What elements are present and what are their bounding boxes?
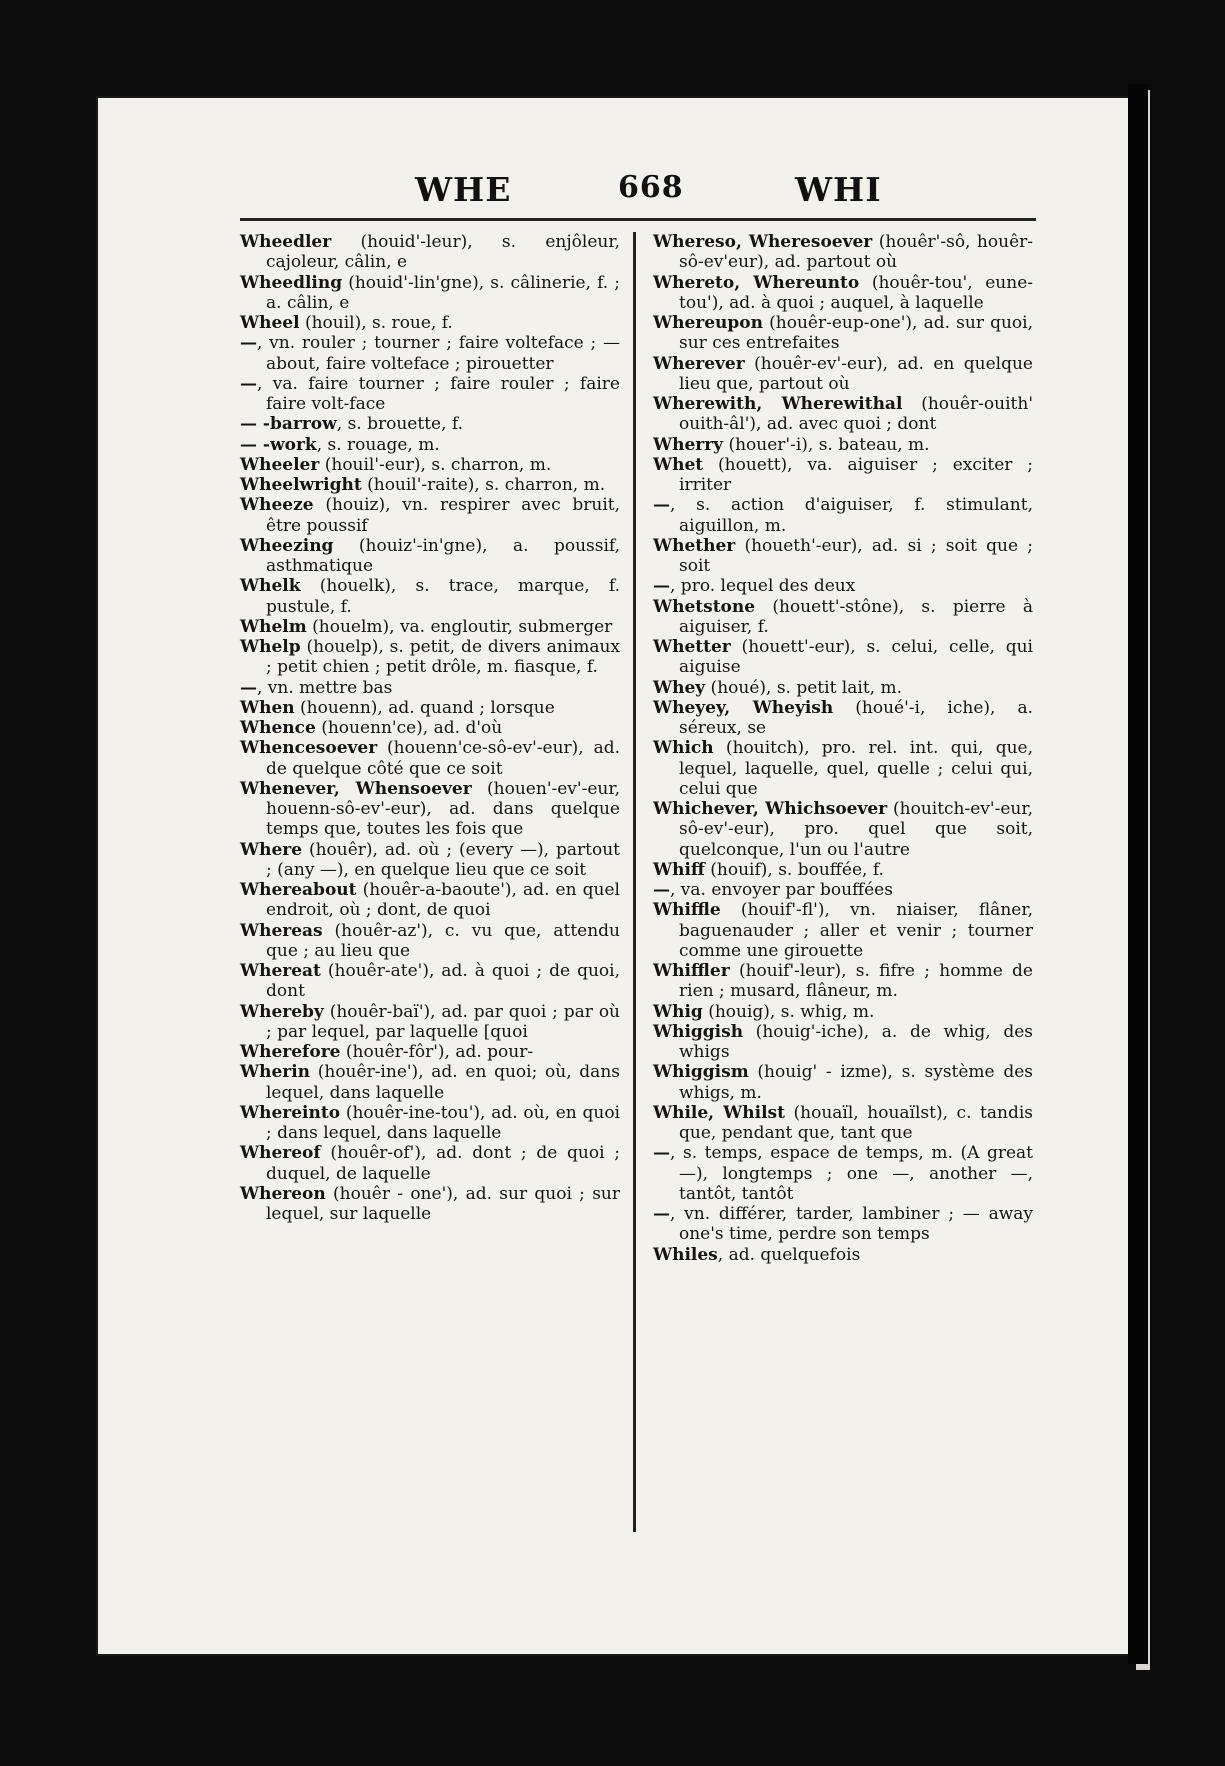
header-guide-word-left: WHE [415,170,512,209]
entry-headword: Whelm [240,616,307,637]
entry-headword: — [653,1143,670,1164]
entry-definition: (houil), s. roue, f. [299,313,453,333]
dictionary-entry [653,799,1033,860]
dictionary-entry [240,273,620,314]
entry-definition: (houêr-fôr'), ad. pour- [340,1042,534,1062]
entry-headword: Whenever, Whensoever [240,778,472,799]
entry-headword: Whereof [240,1143,321,1164]
entry-definition: , s. temps, espace de temps, m. (A great —), longtemps ; one —, another —, tantôt, tantôt [670,1143,1033,1204]
entry-definition: (houêr-of'), ad. dont ; de quoi ; duquel, de laquelle [266,1143,620,1184]
dictionary-entry [240,617,620,637]
entry-headword: Whiffler [653,961,730,981]
entry-headword: Wheeler [240,454,320,475]
column-rule [633,232,636,1532]
entry-definition: (houiz'-in'gne), a. poussif, asthmatique [266,535,620,576]
dictionary-entry [240,1062,620,1103]
entry-headword: Whelk [240,576,301,597]
entry-definition: (houaïl, houaïlst), c. tandis que, pendant que, tant que [679,1102,1033,1143]
entry-headword: Whereon [240,1183,326,1204]
entry-definition: (houitch-ev'-eur, sô-ev'-eur), pro. quel que soit, quelconque, l'un ou l'autre [679,799,1033,860]
dictionary-entry [240,880,620,921]
dictionary-entry [653,394,1033,435]
entry-definition: (houêr'-sô, houêr-sô-ev'eur), ad. partout où [679,232,1033,273]
entry-headword: Wheezing [240,535,334,556]
entry-headword: Wheel [240,313,300,333]
entry-headword: Whet [653,454,704,475]
entry-headword: Wherry [653,434,724,455]
entry-definition: (houêr-ev'-eur), ad. en quelque lieu que, partout où [679,353,1033,394]
entry-headword: Whereso, Wheresoever [653,232,873,252]
entry-headword: Whetstone [653,596,756,617]
dictionary-entry [240,1042,620,1062]
right-column [653,232,1033,1265]
entry-definition: (houitch), pro. rel. int. qui, que, lequel, laquelle, quel, quelle ; celui qui, celui que [679,738,1033,799]
entry-definition: (houêr-az'), c. vu que, attendu que ; au lieu que [266,920,620,961]
entry-definition: (houêr-ate'), ad. à quoi ; de quoi, dont [266,961,620,1002]
dictionary-entry [240,779,620,840]
dictionary-entry [653,354,1033,395]
entry-headword: Whereinto [240,1102,341,1123]
dictionary-entry [653,1204,1033,1245]
entry-headword: Wheeze [240,495,314,516]
dictionary-entry [653,860,1033,880]
entry-definition: (houif), s. bouffée, f. [704,859,884,880]
dictionary-entry [653,900,1033,961]
entry-definition: , vn. mettre bas [257,677,393,698]
dictionary-entry [240,678,620,698]
dictionary-entry [653,1245,1033,1265]
entry-definition: (houêr), ad. où ; (every —), partout ; (any —), en quelque lieu que ce soit [266,839,620,880]
dictionary-entry [240,232,620,273]
entry-definition: (houé'-i, iche), a. séreux, se [679,697,1033,738]
entry-headword: Whether [653,535,736,556]
entry-definition: (houid'-lin'gne), s. câlinerie, f. ; a. câlin, e [266,272,620,313]
dictionary-entry [653,1002,1033,1022]
dictionary-entry [653,880,1033,900]
dictionary-entry [653,637,1033,678]
entry-headword: Whereby [240,1001,324,1022]
entry-headword: Whetter [653,637,731,657]
dictionary-entry [240,333,620,374]
entry-headword: Whiles [653,1244,718,1265]
dictionary-entry [653,435,1033,455]
dictionary-entry [240,455,620,475]
entry-definition: , va. faire tourner ; faire rouler ; faire faire volt-face [257,373,620,414]
entry-definition: (houenn'ce), ad. d'où [315,718,503,738]
entry-headword: Wherewith, Wherewithal [653,394,903,414]
entry-definition: (houêr-a-baoute'), ad. en quel endroit, où ; dont, de quoi [266,880,620,921]
dictionary-entry [653,455,1033,496]
dictionary-entry [653,698,1033,739]
dictionary-entry [653,232,1033,273]
entry-headword: Whencesoever [240,738,378,759]
dictionary-entry [240,536,620,577]
dictionary-entry [240,637,620,678]
entry-headword: Which [653,738,714,759]
header-rule [240,218,1036,221]
entry-definition: (houett'-stône), s. pierre à aiguiser, f. [679,596,1033,637]
entry-definition: (houenn), ad. quand ; lorsque [294,697,555,718]
entry-definition: (houeth'-eur), ad. si ; soit que ; soit [679,535,1033,576]
entry-definition: (houett'-eur), s. celui, celle, qui aiguise [679,637,1033,678]
entry-definition: (houil'-eur), s. charron, m. [319,454,552,475]
dictionary-entry [240,475,620,495]
entry-definition: (houif'-fl'), vn. niaiser, flâner, baguenauder ; aller et venir ; tourner comme une girouette [679,900,1033,961]
dictionary-entry [240,313,620,333]
entry-definition: (houêr-baï'), ad. par quoi ; par où ; par lequel, par laquelle [quoi [266,1001,620,1042]
entry-headword: Whichever, Whichsoever [653,799,888,819]
entry-definition: (houig' - izme), s. système des whigs, m. [679,1062,1033,1103]
dictionary-entry [240,840,620,881]
dictionary-entry [240,921,620,962]
entry-definition: (houid'-leur), s. enjôleur, cajoleur, câlin, e [266,232,620,273]
left-column [240,232,620,1224]
entry-definition: , s. action d'aiguiser, f. stimulant, aiguillon, m. [670,495,1033,536]
dictionary-entry [240,1143,620,1184]
entry-headword: Wherever [653,353,745,374]
dictionary-entry [653,313,1033,354]
page-header [240,170,1030,220]
dictionary-entry [240,414,620,434]
entry-headword: Whelp [240,637,301,657]
entry-definition: (houil'-raite), s. charron, m. [361,475,606,495]
dictionary-entry [240,718,620,738]
entry-headword: Whiffle [653,900,721,921]
entry-headword: While, Whilst [653,1102,785,1123]
entry-definition: , vn. différer, tarder, lambiner ; — away one's time, perdre son temps [670,1204,1033,1245]
entry-headword: — [653,880,670,900]
page-gutter [1128,84,1148,1664]
entry-definition: , s. brouette, f. [336,414,463,435]
entry-headword: Whereto, Whereunto [653,272,860,293]
dictionary-entry [240,576,620,617]
dictionary-entry [653,576,1033,596]
entry-headword: — [653,1204,670,1224]
entry-headword: When [240,697,295,718]
entry-definition: (houêr-eup-one'), ad. sur quoi, sur ces entrefaites [679,313,1033,354]
dictionary-entry [240,1103,620,1144]
dictionary-entry [240,1002,620,1043]
entry-headword: — [240,333,257,354]
dictionary-entry [653,273,1033,314]
dictionary-entry [240,1184,620,1225]
entry-headword: Whereabout [240,880,357,900]
dictionary-entry [653,1143,1033,1204]
dictionary-entry [653,495,1033,536]
entry-definition: (houenn'ce-sô-ev'-eur), ad. de quelque côté que ce soit [266,738,620,779]
entry-definition: (houêr - one'), ad. sur quoi ; sur lequel, sur laquelle [266,1183,620,1224]
entry-headword: Whiff [653,859,705,880]
dictionary-entry [240,374,620,415]
entry-definition: (houêr-ine'), ad. en quoi; où, dans lequel, dans laquelle [266,1062,620,1103]
entry-definition: , pro. lequel des deux [670,576,856,597]
entry-headword: Wheyey, Wheyish [653,697,834,718]
entry-headword: Whig [653,1001,703,1022]
dictionary-entry [653,597,1033,638]
entry-headword: — [240,677,257,698]
entry-headword: Wheedling [240,272,343,293]
dictionary-entry [653,961,1033,1002]
dictionary-entry [653,678,1033,698]
entry-headword: Wheelwright [240,475,362,495]
entry-definition: (houig), s. whig, m. [702,1001,875,1022]
entry-headword: — -barrow [240,414,337,435]
entry-definition: (houif'-leur), s. fifre ; homme de rien ; musard, flâneur, m. [679,961,1033,1002]
entry-definition: (houiz), vn. respirer avec bruit, être poussif [266,495,620,536]
entry-definition: (houelp), s. petit, de divers animaux ; petit chien ; petit drôle, m. fiasque, f. [266,637,620,678]
entry-definition: (houelk), s. trace, marque, f. pustule, f. [266,576,620,617]
page-number: 668 [618,170,684,205]
entry-definition: (houen'-ev'-eur, houenn-sô-ev'-eur), ad. dans quelque temps que, toutes les fois que [266,778,620,840]
dictionary-entry [653,1062,1033,1103]
entry-headword: — [653,576,670,597]
entry-headword: — [653,495,670,516]
dictionary-entry [240,698,620,718]
entry-definition: (houer'-i), s. bateau, m. [723,434,930,455]
dictionary-entry [653,1103,1033,1144]
entry-headword: Whence [240,718,316,738]
entry-definition: (houêr-ouith' ouith-âl'), ad. avec quoi ; dont [679,394,1033,435]
entry-headword: Wheedler [240,232,332,252]
entry-definition: (houett), va. aiguiser ; exciter ; irriter [679,454,1033,495]
entry-definition: , vn. rouler ; tourner ; faire volteface ; — about, faire volteface ; pirouetter [257,333,620,374]
entry-definition: (houêr-ine-tou'), ad. où, en quoi ; dans lequel, dans laquelle [266,1102,620,1143]
entry-definition: (houé), s. petit lait, m. [705,677,902,698]
entry-definition: (houig'-iche), a. de whig, des whigs [679,1021,1033,1062]
entry-headword: Where [240,839,303,860]
dictionary-entry [653,738,1033,799]
entry-headword: Whereat [240,961,321,981]
entry-definition: , va. envoyer par bouffées [670,880,893,900]
dictionary-entry [240,961,620,1002]
entry-headword: Whereas [240,920,323,941]
entry-headword: Wherefore [240,1042,341,1062]
header-guide-word-right: WHI [795,170,882,209]
entry-headword: Whiggism [653,1062,749,1083]
dictionary-entry [240,495,620,536]
entry-headword: — -work [240,434,317,455]
entry-headword: Whereupon [653,313,763,333]
entry-headword: Whey [653,677,706,698]
entry-headword: Whiggish [653,1021,744,1042]
entry-definition: (houêr-tou', eune-tou'), ad. à quoi ; auquel, à laquelle [679,272,1033,313]
entry-definition: , s. rouage, m. [316,434,440,455]
entry-definition: (houelm), va. engloutir, submerger [306,616,613,637]
dictionary-entry [240,738,620,779]
entry-definition: , ad. quelquefois [717,1244,861,1265]
dictionary-entry [653,1022,1033,1063]
dictionary-entry [240,435,620,455]
entry-headword: — [240,373,257,394]
entry-headword: Wherin [240,1062,311,1083]
dictionary-entry [653,536,1033,577]
